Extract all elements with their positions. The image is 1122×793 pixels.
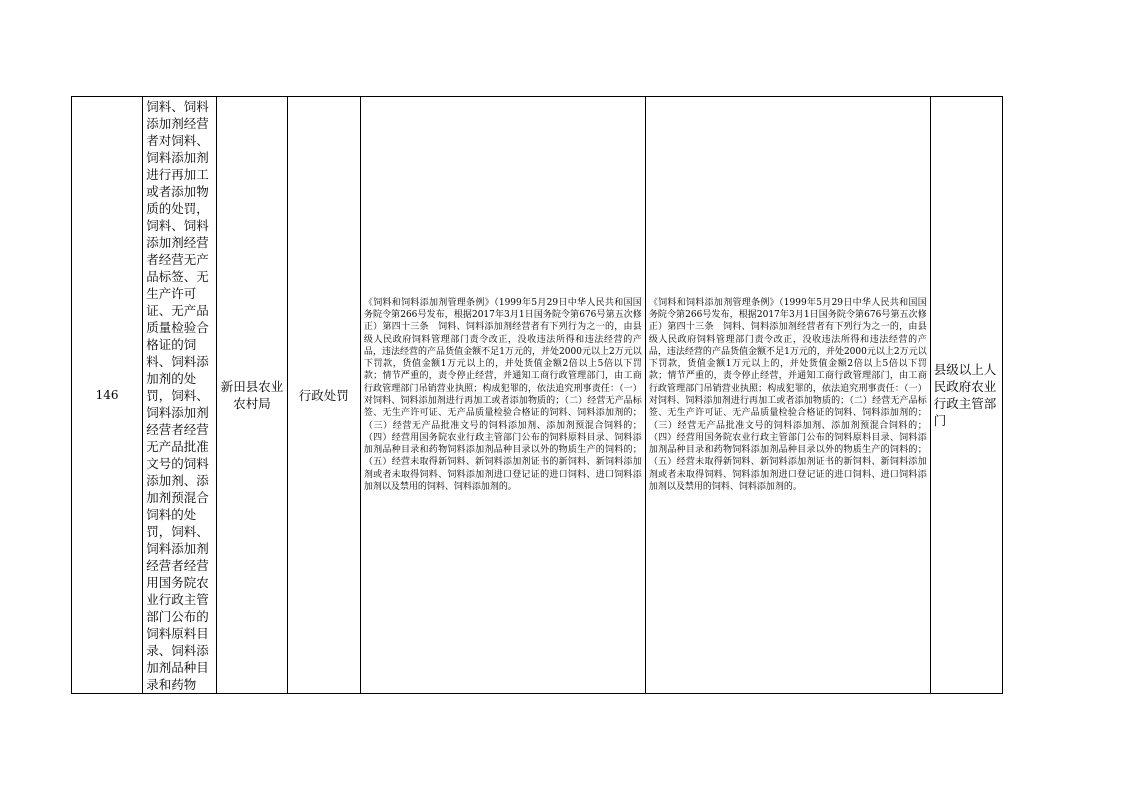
- power-list-table: [71, 96, 1003, 694]
- power-type-cell: 行政处罚: [287, 97, 360, 694]
- responsible-subject-cell: 县级以上人民政府农业行政主管部门: [930, 97, 1002, 694]
- row-number-cell: 146: [72, 97, 143, 694]
- legal-basis-cell-2: 《饲料和饲料添加剂管理条例》（1999年5月29日中华人民共和国国务院令第266号发布，根据2017年3月1日国务院令第676号第五次修正）第四十三条 饲料、饲料添加剂经营者有下列行为之一的，由县级人民政府饲料管理部门责令改正，没收违法所得和违法经营的产品，违法经营的产品货值金额不足1万元的，并处2000元以上2万元以下罚款，货值金额1万元以上的，并处货值金额2倍以上5倍以下罚款；情节严重的，责令停止经营，并通知工商行政管理部门，由工商行政管理部门吊销营业执照；构成犯罪的，依法追究刑事责任：（一）对饲料、饲料添加剂进行再加工或者添加物质的；（二）经营无产品标签、无生产许可证、无产品质量检验合格证的饲料、饲料添加剂的；（三）经营无产品批准文号的饲料添加剂、添加剂预混合饲料的；（四）经营用国务院农业行政主管部门公布的饲料原料目录、饲料添加剂品种目录和药物饲料添加剂品种目录以外的物质生产的饲料的；（五）经营未取得新饲料、新饲料添加剂证书的新饲料、新饲料添加剂或者未取得饲料、饲料添加剂进口登记证的进口饲料、进口饲料添加剂以及禁用的饲料、饲料添加剂的。: [645, 97, 930, 694]
- legal-basis-cell: 《饲料和饲料添加剂管理条例》（1999年5月29日中华人民共和国国务院令第266号发布，根据2017年3月1日国务院令第676号第五次修正）第四十三条 饲料、饲料添加剂经营者有下列行为之一的，由县级人民政府饲料管理部门责令改正，没收违法所得和违法经营的产品，违法经营的产品货值金额不足1万元的，并处2000元以上2万元以下罚款，货值金额1万元以上的，并处货值金额2倍以上5倍以下罚款；情节严重的，责令停止经营，并通知工商行政管理部门，由工商行政管理部门吊销营业执照；构成犯罪的，依法追究刑事责任：（一）对饲料、饲料添加剂进行再加工或者添加物质的；（二）经营无产品标签、无生产许可证、无产品质量检验合格证的饲料、饲料添加剂的；（三）经营无产品批准文号的饲料添加剂、添加剂预混合饲料的；（四）经营用国务院农业行政主管部门公布的饲料原料目录、饲料添加剂品种目录和药物饲料添加剂品种目录以外的物质生产的饲料的；（五）经营未取得新饲料、新饲料添加剂证书的新饲料、新饲料添加剂或者未取得饲料、饲料添加剂进口登记证的进口饲料、进口饲料添加剂以及禁用的饲料、饲料添加剂的。: [360, 97, 645, 694]
- item-name-cell: 饲料、饲料添加剂经营者对饲料、饲料添加剂进行再加工或者添加物质的处罚，饲料、饲料添加剂经营者经营无产品标签、无生产许可证、无产品质量检验合格证的饲料、饲料添加剂的处罚，饲料、饲料添加剂经营者经营无产品批准文号的饲料添加剂、添加剂预混合饲料的处罚，饲料、饲料添加剂经营者经营用国务院农业行政主管部门公布的饲料原料目录、饲料添加剂品种目录和药物: [143, 97, 217, 694]
- department-cell: 新田县农业农村局: [217, 97, 287, 694]
- table-row: [72, 97, 1003, 694]
